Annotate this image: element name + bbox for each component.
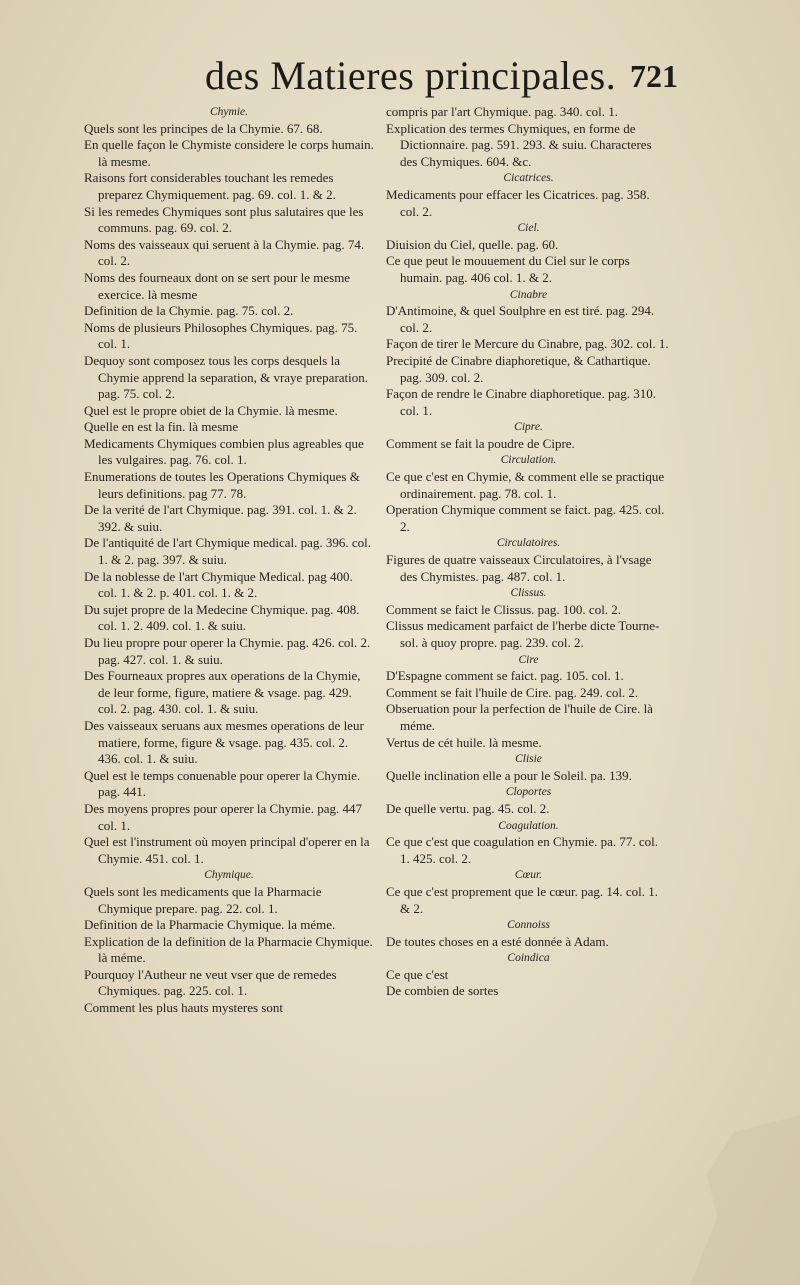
index-heading: Cinabre (509, 288, 548, 301)
index-heading: Cire (518, 653, 539, 666)
index-entry: Quel est le temps conuenable pour operer la Chymie. pag. 441. (84, 767, 361, 800)
index-entry: Raisons fort considerables touchant les remedes preparez Chymiquement. pag. 69. col. 1. & 2. (84, 170, 336, 202)
index-entry: Façon de tirer le Mercure du Cinabre, pag. 302. col. 1. (386, 336, 669, 352)
index-heading: Coagulation. (498, 819, 559, 832)
index-heading: Cœur. (514, 869, 543, 882)
index-entry: Dequoy sont composez tous les corps desquels la Chymie apprend la separation, & vraye preparation. pag. 75. col. 2. (84, 352, 369, 402)
index-entry: Des vaisseaux seruans aux mesmes operations de leur matiere, forme, figure & vsage. pag. 435. col. 2. 436. col. 1. & suiu. (84, 717, 364, 767)
index-entry: Des Fourneaux propres aux operations de la Chymie, de leur forme, figure, matiere & vsage. pag. 429. col. 2. pag. 430. col. 1. & suiu. (84, 668, 361, 717)
index-heading: Clisie (515, 753, 542, 766)
running-title: des Matieres principales. (205, 53, 617, 98)
index-heading: Circulatoires. (496, 537, 561, 550)
index-entry: Quels sont les principes de la Chymie. 67. 68. (84, 120, 323, 136)
index-entry: De toutes choses en a esté donnée à Adam. (386, 933, 609, 949)
index-entry: Definition de la Chymie. pag. 75. col. 2. (84, 303, 294, 319)
index-entry: Ce que c'est (386, 966, 449, 982)
index-entry: Du lieu propre pour operer la Chymie. pag. 426. col. 2. pag. 427. col. 1. & suiu. (84, 635, 371, 667)
index-entry: Diuision du Ciel, quelle. pag. 60. (386, 236, 559, 252)
index-entry: Quel est l'instrument où moyen principal d'operer en la Chymie. 451. col. 1. (84, 834, 370, 866)
page-number: 721 (630, 58, 678, 94)
index-heading: Cipre. (514, 421, 543, 434)
index-entry: De l'antiquité de l'art Chymique medical. pag. 396. col. 1. & 2. pag. 397. & suiu. (84, 535, 371, 568)
index-entry: Explication des termes Chymiques, en forme de Dictionnaire. pag. 591. 293. & suiu. Characteres des Chymiques. 604. &c. (386, 120, 652, 169)
index-entry: Comment se faict le Clissus. pag. 100. col. 2. (386, 601, 622, 617)
index-entry: D'Antimoine, & quel Soulphre en est tiré. pag. 294. col. 2. (386, 303, 655, 335)
index-entry: Operation Chymique comment se faict. pag. 425. col. 2. (386, 502, 665, 534)
index-entry: Figures de quatre vaisseaux Circulatoires, à l'vsage des Chymistes. pag. 487. col. 1. (386, 552, 652, 584)
index-entry: Comment les plus hauts mysteres sont (84, 1000, 283, 1016)
index-entry: Façon de rendre le Cinabre diaphoretique. pag. 310. col. 1. (386, 386, 657, 418)
index-entry: Definition de la Pharmacie Chymique. la méme. (84, 917, 336, 933)
index-entry: Quelle inclination elle a pour le Soleil. pa. 139. (386, 767, 632, 783)
index-heading: Coindica (507, 952, 550, 965)
index-entry: Comment se fait la poudre de Cipre. (386, 435, 575, 451)
page-header (0, 52, 800, 108)
index-entry: Comment se fait l'huile de Cire. pag. 249. col. 2. (386, 684, 639, 700)
index-entry: Si les remedes Chymiques sont plus salutaires que les communs. pag. 69. col. 2. (84, 203, 364, 236)
index-heading: Connoiss (507, 919, 550, 932)
index-heading: Cicatrices. (503, 172, 554, 185)
index-entry: Ce que c'est proprement que le cœur. pag. 14. col. 1. & 2. (386, 883, 659, 916)
index-heading: Clissus. (510, 587, 547, 600)
index-entry: Clissus medicament parfaict de l'herbe dicte Tourne-sol. à quoy propre. pag. 239. col. 2. (386, 618, 660, 650)
index-entry: De combien de sortes (386, 983, 499, 999)
index-entry: Explication de la definition de la Pharmacie Chymique. là méme. (84, 933, 373, 966)
left-column (84, 104, 374, 1017)
index-heading: Chymique. (204, 869, 254, 882)
index-heading: Ciel. (517, 222, 540, 235)
index-entry: Noms des vaisseaux qui seruent à la Chymie. pag. 74. col. 2. (84, 236, 365, 269)
right-column (386, 104, 671, 1000)
index-entry: Des moyens propres pour operer la Chymie. pag. 447 col. 1. (84, 800, 362, 833)
torn-paper-corner (690, 1115, 800, 1285)
index-entry: Du sujet propre de la Medecine Chymique. pag. 408. col. 1. 2. 409. col. 1. & suiu. (84, 601, 360, 634)
index-entry: Quels sont les medicaments que la Pharmacie Chymique prepare. pag. 22. col. 1. (84, 883, 322, 916)
index-entry: En quelle façon le Chymiste considere le corps humain. là mesme. (84, 137, 374, 169)
index-heading: Chymie. (209, 106, 248, 118)
index-entry: Ce que c'est que coagulation en Chymie. pa. 77. col. 1. 425. col. 2. (386, 834, 659, 866)
index-entry: Ce que c'est en Chymie, & comment elle se practique ordinairement. pag. 78. col. 1. (386, 469, 665, 501)
index-entry: Obseruation pour la perfection de l'huile de Cire. là méme. (386, 701, 653, 733)
index-entry: Pourquoy l'Autheur ne veut vser que de remedes Chymiques. pag. 225. col. 1. (84, 966, 337, 999)
index-heading: Circulation. (500, 454, 557, 467)
index-entry: De quelle vertu. pag. 45. col. 2. (386, 800, 550, 816)
index-entry: compris par l'art Chymique. pag. 340. col. 1. (386, 104, 618, 119)
index-entry: Precipité de Cinabre diaphoretique, & Cathartique. pag. 309. col. 2. (386, 352, 651, 385)
index-entry: D'Espagne comment se faict. pag. 105. col. 1. (386, 668, 624, 684)
index-entry: Quel est le propre obiet de la Chymie. là mesme. (84, 402, 338, 418)
index-entry: Medicaments pour effacer les Cicatrices. pag. 358. col. 2. (386, 186, 650, 219)
index-entry: Noms des fourneaux dont on se sert pour le mesme exercice. là mesme (84, 269, 351, 302)
index-entry: Quelle en est la fin. là mesme (84, 419, 239, 435)
index-entry: Vertus de cét huile. là mesme. (386, 734, 542, 750)
index-heading: Cloportes (505, 786, 552, 799)
index-entry: Medicaments Chymiques combien plus agreables que les vulgaires. pag. 76. col. 1. (84, 435, 364, 468)
index-entry: Enumerations de toutes les Operations Chymiques & leurs definitions. pag 77. 78. (84, 469, 360, 501)
index-entry: Ce que peut le mouuement du Ciel sur le corps humain. pag. 406 col. 1. & 2. (386, 253, 630, 285)
index-entry: De la noblesse de l'art Chymique Medical. pag 400. col. 1. & 2. p. 401. col. 1. & 2. (84, 568, 353, 601)
index-entry: De la verité de l'art Chymique. pag. 391. col. 1. & 2. 392. & suiu. (84, 502, 357, 534)
index-entry: Noms de plusieurs Philosophes Chymiques. pag. 75. col. 1. (84, 319, 358, 352)
